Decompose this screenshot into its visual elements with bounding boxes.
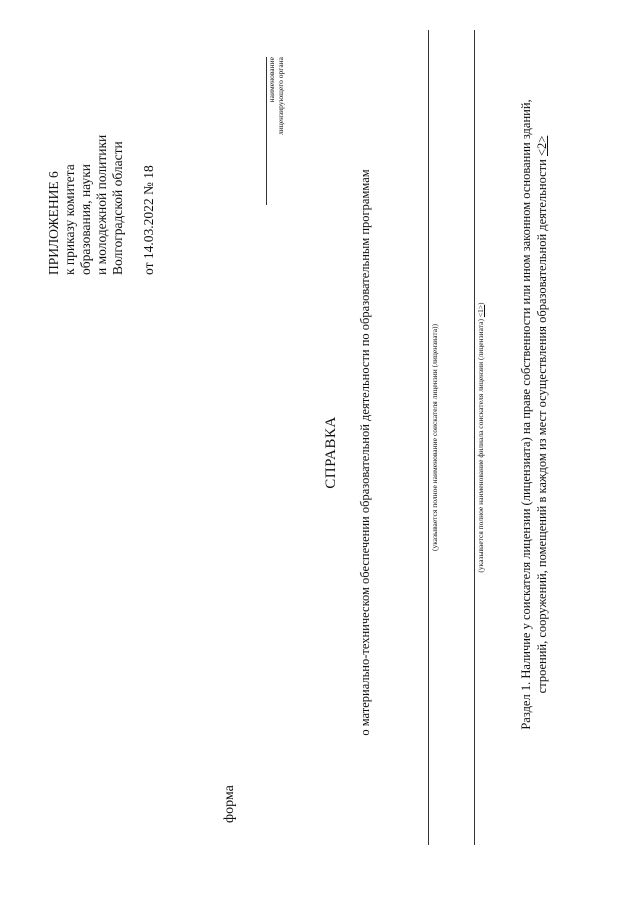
appendix-line: образования, науки: [78, 163, 93, 275]
footnote-ref-link[interactable]: <2>: [534, 135, 549, 157]
section-heading-line: [535, 22, 551, 807]
licensee-fill-line: [428, 30, 429, 845]
appendix-line: к приказу комитета: [62, 164, 77, 275]
section-heading-text: строений, сооружений, помещений в каждом из мест осуществления образовательной деятельности: [534, 159, 549, 694]
branch-caption: [476, 30, 485, 845]
branch-caption-close: ): [476, 302, 485, 305]
licensee-caption: (указывается полное наименование соискателя лицензии (лицензиата)): [430, 323, 439, 552]
authority-caption-line: наименование: [267, 57, 276, 103]
section-heading-line: Раздел 1. Наличие у соискателя лицензии (лицензиата) на праве собственности или ином законном основании зданий,: [519, 99, 533, 730]
footnote-ref-link[interactable]: <1>: [476, 304, 485, 318]
form-label: форма: [222, 785, 237, 823]
authority-caption-line: лицензирующего органа: [276, 57, 285, 135]
section-1-heading: [519, 22, 550, 807]
authority-caption: [266, 57, 285, 205]
appendix-line: ПРИЛОЖЕНИЕ 6: [46, 171, 61, 275]
document-title: СПРАВКА: [323, 416, 339, 489]
appendix-line: Волгоградской области: [110, 141, 125, 275]
branch-caption-text: (указывается полное наименование филиала соискателя лицензии (лицензиата): [476, 319, 485, 573]
branch-fill-line: [474, 30, 475, 845]
appendix-line: и молодежной политики: [94, 134, 109, 275]
document-subtitle: о материально-техническом обеспечении образовательной деятельности по образовательным программам: [358, 169, 372, 736]
appendix-header: [46, 25, 157, 275]
appendix-date: от 14.03.2022 № 18: [141, 165, 156, 275]
